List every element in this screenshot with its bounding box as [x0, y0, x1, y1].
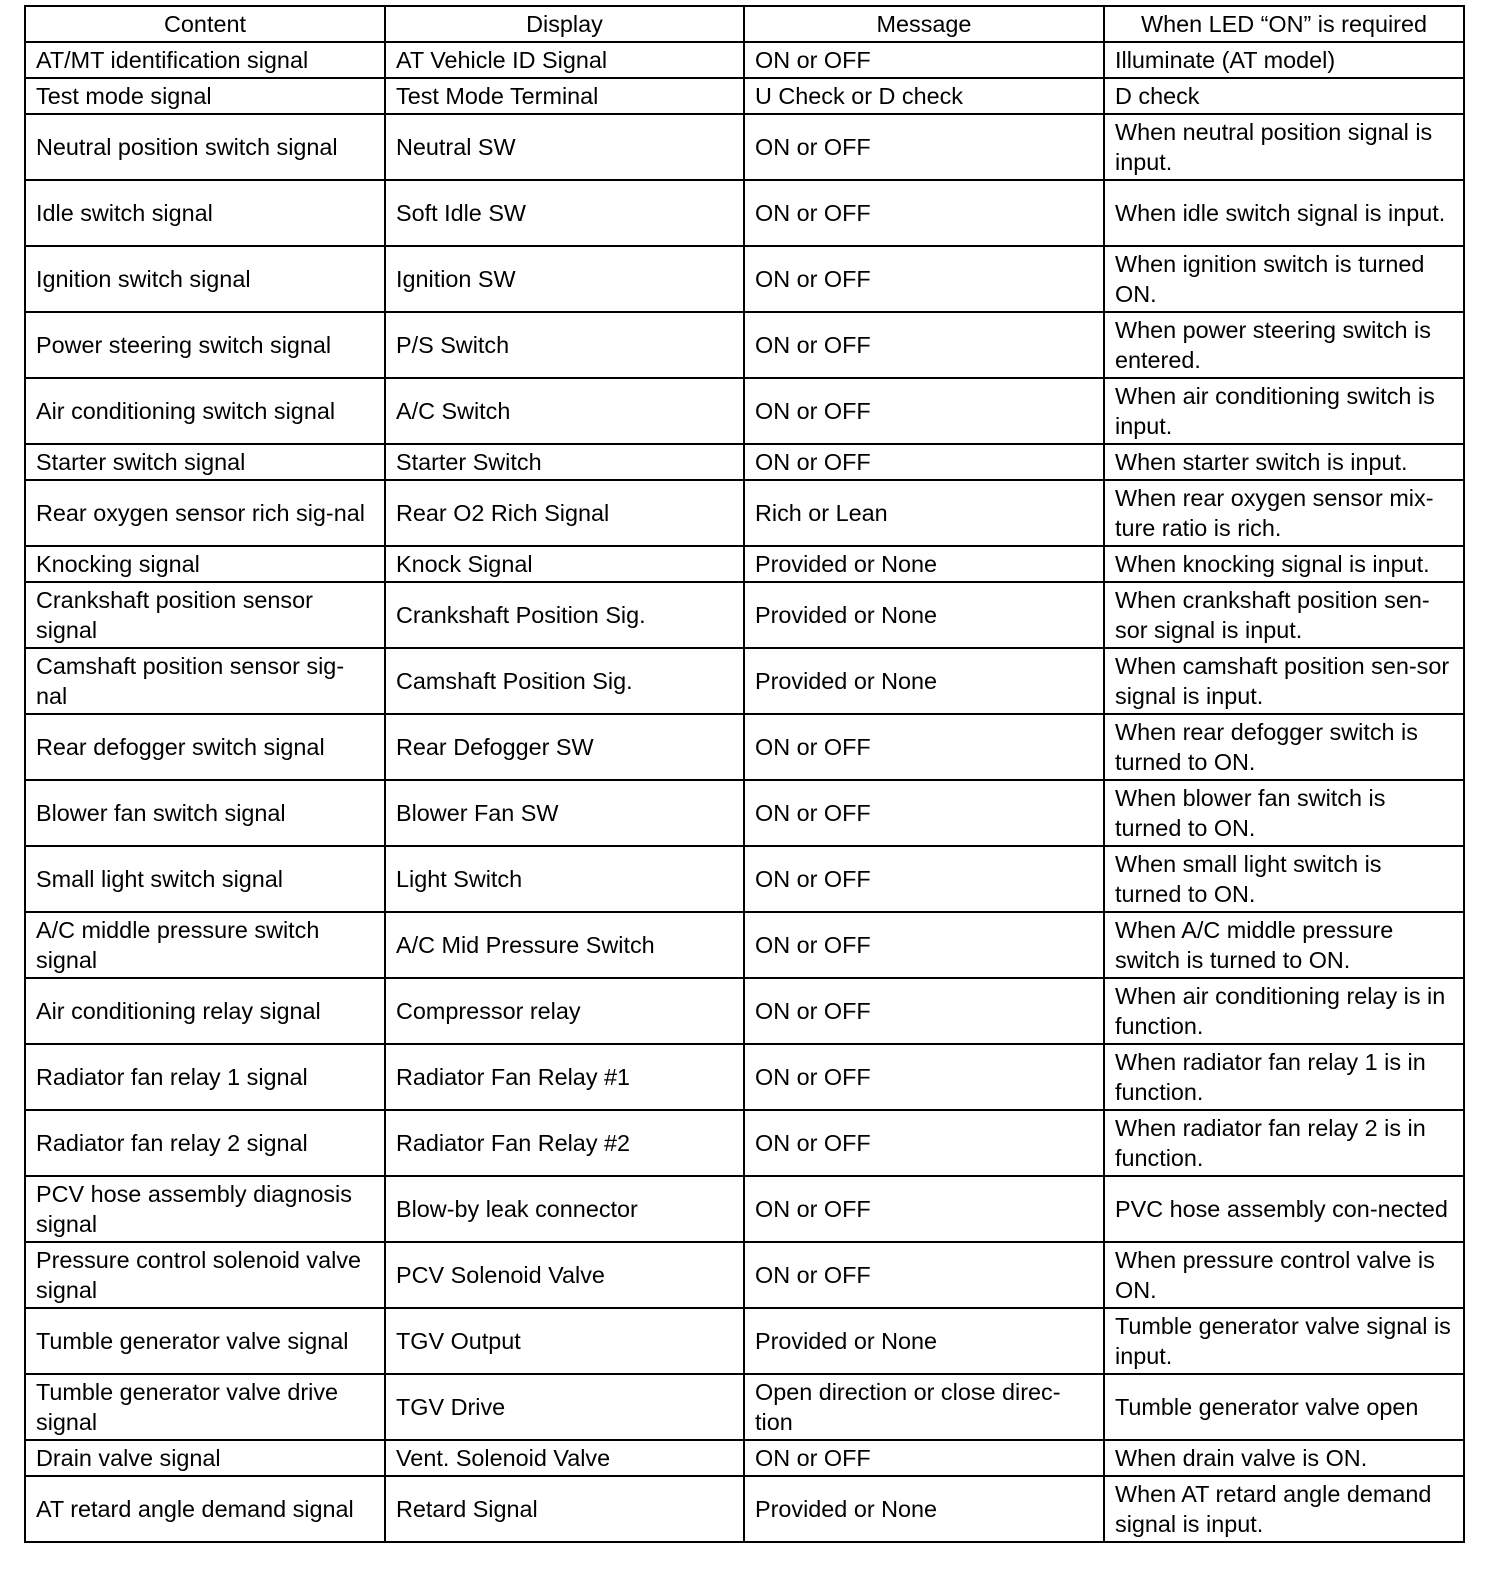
cell-led: When AT retard angle demand signal is input.: [1104, 1476, 1464, 1542]
cell-message: Rich or Lean: [744, 480, 1104, 546]
table-row: [25, 714, 1464, 780]
cell-display: Retard Signal: [385, 1476, 744, 1542]
signal-display-table: [24, 5, 1465, 1543]
cell-content: Radiator fan relay 2 signal: [25, 1110, 385, 1176]
cell-content: Tumble generator valve drive signal: [25, 1374, 385, 1440]
cell-led: When air conditioning relay is in function.: [1104, 978, 1464, 1044]
cell-led: When small light switch is turned to ON.: [1104, 846, 1464, 912]
cell-message: ON or OFF: [744, 912, 1104, 978]
cell-led: When pressure control valve is ON.: [1104, 1242, 1464, 1308]
cell-display: TGV Output: [385, 1308, 744, 1374]
cell-led: When blower fan switch is turned to ON.: [1104, 780, 1464, 846]
cell-message: ON or OFF: [744, 1110, 1104, 1176]
cell-led: When power steering switch is entered.: [1104, 312, 1464, 378]
cell-message: Open direction or close direc-tion: [744, 1374, 1104, 1440]
cell-led: When rear defogger switch is turned to ON.: [1104, 714, 1464, 780]
cell-message: ON or OFF: [744, 1440, 1104, 1476]
cell-display: Light Switch: [385, 846, 744, 912]
table-row: [25, 546, 1464, 582]
cell-display: A/C Mid Pressure Switch: [385, 912, 744, 978]
table-row: [25, 42, 1464, 78]
cell-content: Rear defogger switch signal: [25, 714, 385, 780]
cell-display: TGV Drive: [385, 1374, 744, 1440]
cell-content: AT/MT identification signal: [25, 42, 385, 78]
cell-message: ON or OFF: [744, 42, 1104, 78]
table-row: [25, 1476, 1464, 1542]
table-row: [25, 582, 1464, 648]
table-row: [25, 78, 1464, 114]
cell-content: Rear oxygen sensor rich sig-nal: [25, 480, 385, 546]
table-row: [25, 1242, 1464, 1308]
cell-message: ON or OFF: [744, 978, 1104, 1044]
table-row: [25, 1374, 1464, 1440]
header-message: Message: [744, 6, 1104, 42]
cell-display: Camshaft Position Sig.: [385, 648, 744, 714]
cell-led: When idle switch signal is input.: [1104, 180, 1464, 246]
cell-message: ON or OFF: [744, 1176, 1104, 1242]
cell-content: AT retard angle demand signal: [25, 1476, 385, 1542]
table-row: [25, 1176, 1464, 1242]
cell-led: When neutral position signal is input.: [1104, 114, 1464, 180]
table-row: [25, 846, 1464, 912]
cell-led: When crankshaft position sen-sor signal is input.: [1104, 582, 1464, 648]
cell-led: When knocking signal is input.: [1104, 546, 1464, 582]
cell-led: Illuminate (AT model): [1104, 42, 1464, 78]
cell-display: Radiator Fan Relay #1: [385, 1044, 744, 1110]
table-row: [25, 1308, 1464, 1374]
table-row: [25, 978, 1464, 1044]
table-row: [25, 180, 1464, 246]
cell-display: Vent. Solenoid Valve: [385, 1440, 744, 1476]
cell-message: Provided or None: [744, 546, 1104, 582]
cell-led: Tumble generator valve open: [1104, 1374, 1464, 1440]
cell-display: Test Mode Terminal: [385, 78, 744, 114]
cell-display: Knock Signal: [385, 546, 744, 582]
cell-message: U Check or D check: [744, 78, 1104, 114]
table-row: [25, 114, 1464, 180]
cell-display: A/C Switch: [385, 378, 744, 444]
cell-display: Neutral SW: [385, 114, 744, 180]
table-row: [25, 780, 1464, 846]
cell-display: Rear O2 Rich Signal: [385, 480, 744, 546]
cell-message: ON or OFF: [744, 312, 1104, 378]
cell-display: PCV Solenoid Valve: [385, 1242, 744, 1308]
cell-led: Tumble generator valve signal is input.: [1104, 1308, 1464, 1374]
cell-content: Knocking signal: [25, 546, 385, 582]
cell-message: ON or OFF: [744, 780, 1104, 846]
cell-message: ON or OFF: [744, 714, 1104, 780]
header-row: [25, 6, 1464, 42]
cell-content: Small light switch signal: [25, 846, 385, 912]
cell-message: ON or OFF: [744, 378, 1104, 444]
cell-message: Provided or None: [744, 648, 1104, 714]
cell-message: Provided or None: [744, 1308, 1104, 1374]
cell-led: D check: [1104, 78, 1464, 114]
cell-led: When air conditioning switch is input.: [1104, 378, 1464, 444]
cell-display: Ignition SW: [385, 246, 744, 312]
cell-message: ON or OFF: [744, 114, 1104, 180]
cell-led: When rear oxygen sensor mix-ture ratio is rich.: [1104, 480, 1464, 546]
cell-display: Starter Switch: [385, 444, 744, 480]
header-display: Display: [385, 6, 744, 42]
cell-content: Air conditioning switch signal: [25, 378, 385, 444]
cell-message: Provided or None: [744, 582, 1104, 648]
table-row: [25, 312, 1464, 378]
cell-message: ON or OFF: [744, 246, 1104, 312]
cell-content: Drain valve signal: [25, 1440, 385, 1476]
table-row: [25, 378, 1464, 444]
cell-led: When ignition switch is turned ON.: [1104, 246, 1464, 312]
cell-content: Neutral position switch signal: [25, 114, 385, 180]
cell-content: Ignition switch signal: [25, 246, 385, 312]
cell-display: Radiator Fan Relay #2: [385, 1110, 744, 1176]
cell-led: When camshaft position sen-sor signal is input.: [1104, 648, 1464, 714]
cell-display: AT Vehicle ID Signal: [385, 42, 744, 78]
cell-led: When radiator fan relay 1 is in function.: [1104, 1044, 1464, 1110]
table-row: [25, 1110, 1464, 1176]
cell-message: ON or OFF: [744, 1242, 1104, 1308]
cell-content: Pressure control solenoid valve signal: [25, 1242, 385, 1308]
table-row: [25, 648, 1464, 714]
cell-display: Blow-by leak connector: [385, 1176, 744, 1242]
table-row: [25, 480, 1464, 546]
cell-content: Air conditioning relay signal: [25, 978, 385, 1044]
cell-display: Rear Defogger SW: [385, 714, 744, 780]
cell-message: ON or OFF: [744, 180, 1104, 246]
cell-display: Compressor relay: [385, 978, 744, 1044]
cell-content: Radiator fan relay 1 signal: [25, 1044, 385, 1110]
cell-display: P/S Switch: [385, 312, 744, 378]
cell-content: Test mode signal: [25, 78, 385, 114]
cell-display: Blower Fan SW: [385, 780, 744, 846]
cell-message: ON or OFF: [744, 846, 1104, 912]
cell-content: Starter switch signal: [25, 444, 385, 480]
cell-content: Idle switch signal: [25, 180, 385, 246]
cell-led: When starter switch is input.: [1104, 444, 1464, 480]
cell-led: When drain valve is ON.: [1104, 1440, 1464, 1476]
cell-display: Soft Idle SW: [385, 180, 744, 246]
header-content: Content: [25, 6, 385, 42]
table-row: [25, 1044, 1464, 1110]
table-row: [25, 444, 1464, 480]
cell-led: PVC hose assembly con-nected: [1104, 1176, 1464, 1242]
cell-message: ON or OFF: [744, 1044, 1104, 1110]
cell-content: Tumble generator valve signal: [25, 1308, 385, 1374]
header-led-required: When LED “ON” is required: [1104, 6, 1464, 42]
table-row: [25, 912, 1464, 978]
table-row: [25, 246, 1464, 312]
cell-content: A/C middle pressure switch signal: [25, 912, 385, 978]
table-row: [25, 1440, 1464, 1476]
cell-content: Blower fan switch signal: [25, 780, 385, 846]
cell-content: Power steering switch signal: [25, 312, 385, 378]
cell-content: PCV hose assembly diagnosis signal: [25, 1176, 385, 1242]
cell-led: When radiator fan relay 2 is in function.: [1104, 1110, 1464, 1176]
cell-message: ON or OFF: [744, 444, 1104, 480]
cell-display: Crankshaft Position Sig.: [385, 582, 744, 648]
cell-content: Camshaft position sensor sig-nal: [25, 648, 385, 714]
cell-content: Crankshaft position sensor signal: [25, 582, 385, 648]
cell-message: Provided or None: [744, 1476, 1104, 1542]
cell-led: When A/C middle pressure switch is turned to ON.: [1104, 912, 1464, 978]
